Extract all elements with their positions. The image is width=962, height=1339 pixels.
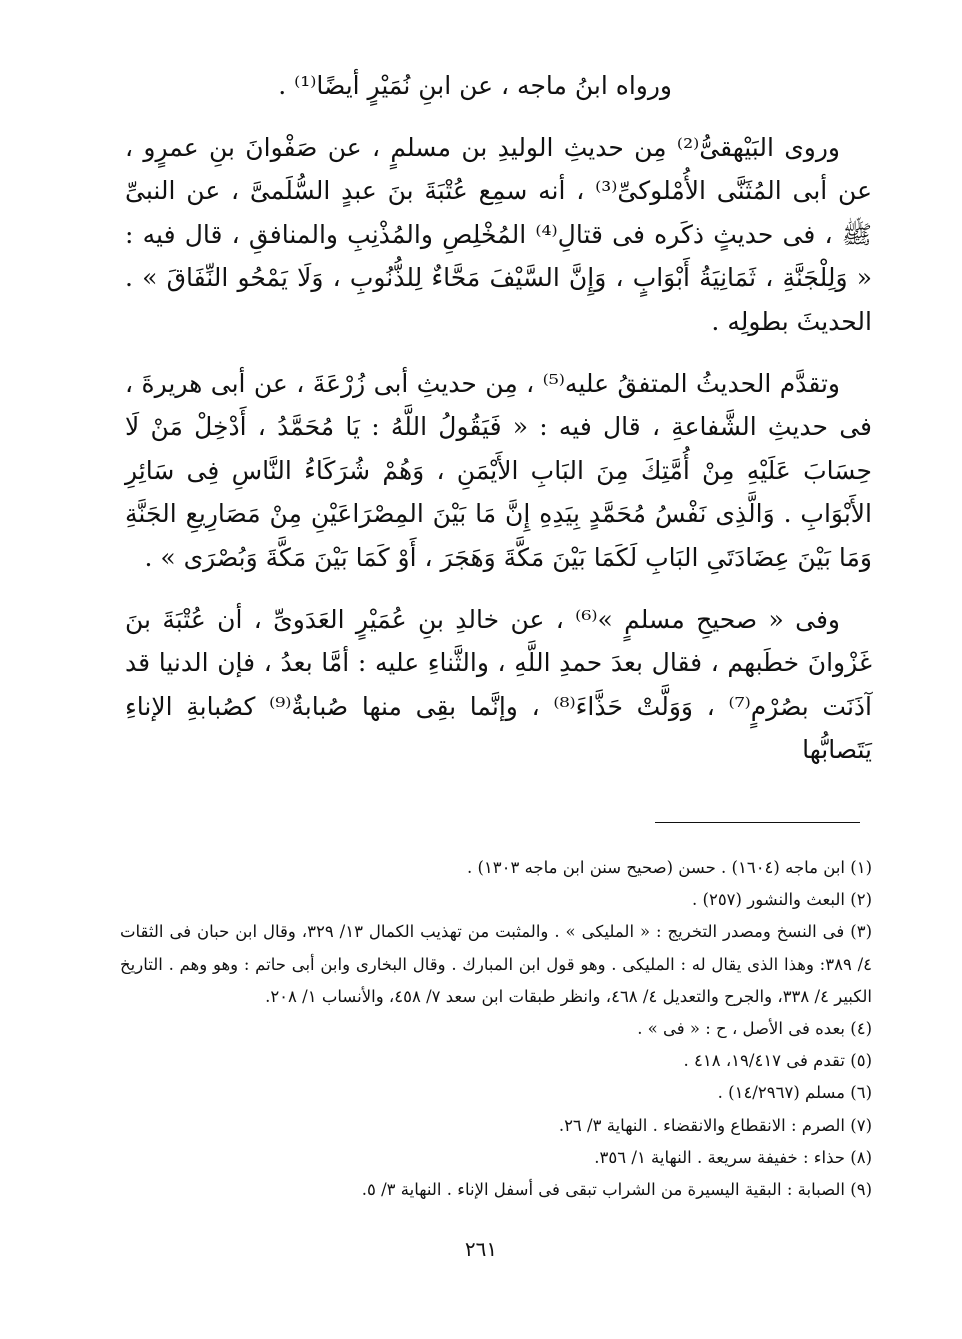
main-text-body xyxy=(125,64,872,790)
paragraph-1: ورواه ابنُ ماجه ، عن ابنِ نُمَيْرٍ أيضًا⁽¹⁾ . xyxy=(278,71,672,100)
footnote-2: (٢) البعث والنشور (٢٥٧) . xyxy=(692,890,872,910)
footnote-3: (٣) فى النسخ ومصدر التخريج : « المليكى » . والمثبت من تهذيب الكمال ١٣/ ٣٢٩، وقال ابن حبان فى الثقات ٤/ ٣٨٩: وهذا الذى يقال له : المليكى . وهو قول ابن المبارك . وقال البخارى وابن أبى حاتم : وهو وهم . التاريخ الكبير ٤/ ٣٣٨، والجرح والتعديل ٤/ ٤٦٨، وانظر طبقات ابن سعد ٧/ ٤٥٨، والأنساب ١/ ٢٠٨. xyxy=(120,922,873,1006)
footnotes xyxy=(120,852,872,1206)
page-number: ٢٦١ xyxy=(464,1237,498,1261)
footnote-9: (٩) الصبابة : البقية اليسيرة من الشراب تبقى فى أسفل الإناء . النهاية ٣/ ٥. xyxy=(361,1180,872,1200)
footnote-4: (٤) بعده فى الأصل ، ح : « فى » . xyxy=(637,1019,872,1039)
footnote-7: (٧) الصرم : الانقطاع والانقضاء . النهاية ٣/ ٢٦. xyxy=(558,1115,872,1135)
paragraph-2: وروى البَيْهقىُّ⁽²⁾ مِن حديثِ الوليدِ بن مسلمٍ ، عن صَفْوانَ بنِ عمرٍو ، عن أبى المُثَنَّى الأُمْلوكىِّ⁽³⁾ ، أنه سمِع عُتْبَةَ بنَ عبدٍ السُّلَمىَّ ، عن النبىِّ ﷺ ، فى حديثٍ ذكَره فى قتالِ⁽⁴⁾ المُخْلِصِ والمُذْنِبِ والمنافقِ ، قال فيه : « وَلِلْجَنَّةِ ، ثَمَانِيَةُ أَبْوَابٍ ، وَإِنَّ السَّيْفَ مَحَّاءٌ لِلذُّنُوبِ ، وَلَا يَمْحُو النِّفَاقَ » . الحديثَ بطولِه . xyxy=(125,132,873,336)
paragraph-4: وفى « صحيحِ مسلمٍ »⁽⁶⁾ ، عن خالدِ بنِ عُمَيْرٍ العَدَوىِّ ، أن عُتْبَةَ بنَ غَزْوانَ خطَبهم ، فقال بعدَ حمدِ اللَّهِ ، والثَّناءِ عليه : أمَّا بعدُ ، فإن الدنيا قد آذَنَت بصُرْمٍ⁽⁷⁾ ، وَوَلَّتْ حَذَّاءَ⁽⁸⁾ ، وإنَّما بقِى منها صُبابةٌ⁽⁹⁾ كصُبابةِ الإناءِ يَتَصابُّها xyxy=(125,604,873,765)
footnote-5: (٥) تقدم فى ١٩/٤١٧، ٤١٨ . xyxy=(683,1051,872,1071)
footnote-1: (١) ابن ماجه (١٦٠٤) . حسن (صحيح سنن ابن ماجه ١٣٠٣) . xyxy=(466,858,872,877)
paragraph-3: وتقدَّم الحديثُ المتفقُ عليه⁽⁵⁾ ، مِن حديثِ أبى زُرْعَةَ ، عن أبى هريرةَ ، فى حديثِ الشَّفاعةِ ، قال فيه : « فَيَقُولُ اللَّهُ : يَا مُحَمَّدُ ، أَدْخِلْ مَنْ لَا حِسَابَ عَلَيْهِ مِنْ أُمَّتِكَ مِنَ البَابِ الأَيْمَنِ ، وَهُمْ شُرَكَاءُ النَّاسِ فِى سَائِرِ الأَبْوَابِ . وَالَّذِى نَفْسُ مُحَمَّدٍ بِيَدِهِ إِنَّ مَا بَيْنَ المِصْرَاعَيْنِ مِنْ مَصَارِيعِ الجَنَّةِ وَمَا بَيْنَ عِضَادَتَىِ البَابِ لَكَمَا بَيْنَ مَكَّةَ وَهَجَرَ ، أَوْ كَمَا بَيْنَ مَكَّةَ وَبُصْرَى » . xyxy=(125,368,872,572)
footnote-8: (٨) حذاء : خفيفة سريعة . النهاية ١/ ٣٥٦. xyxy=(594,1147,872,1167)
footnote-6: (٦) مسلم (١٤/٢٩٦٧) . xyxy=(717,1083,872,1103)
footnote-separator xyxy=(655,822,860,823)
